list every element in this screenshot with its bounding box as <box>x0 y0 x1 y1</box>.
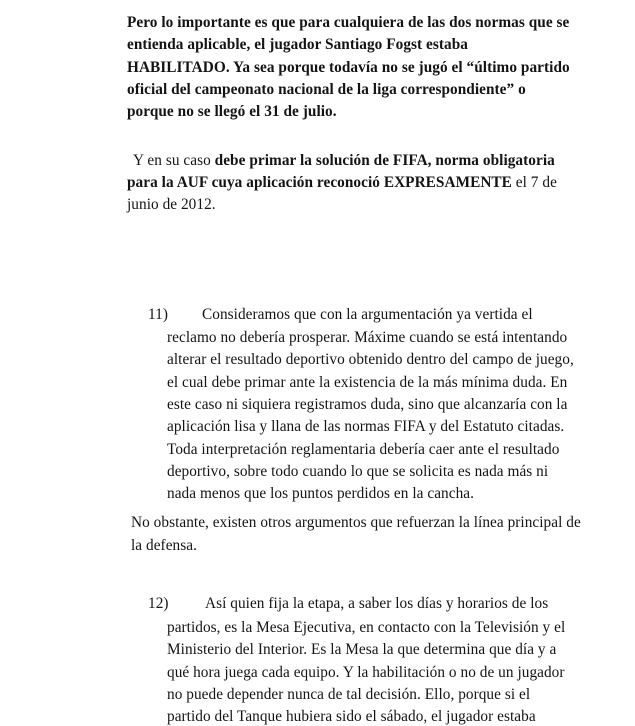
text-line: Así quien fija la etapa, a saber los días y horarios de los <box>205 595 549 612</box>
text-line: reclamo no debería prosperar. Máxime cuando se está intentando <box>167 329 568 346</box>
text-line: la defensa. <box>131 537 197 554</box>
text-line: porque no se llegó el 31 de julio. <box>127 103 337 120</box>
text-line: nada menos que los puntos perdidos en la cancha. <box>167 485 474 502</box>
text-line: junio de 2012. <box>127 196 216 213</box>
text-line: HABILITADO. Ya sea porque todavía no se jugó el “último partido <box>127 59 570 76</box>
text-line: entienda aplicable, el jugador Santiago Fogst estaba <box>127 36 468 53</box>
text-line: Ministerio del Interior. Es la Mesa la que determina que día y a <box>167 641 557 658</box>
text-line: no puede depender nunca de tal decisión. Ello, porque si el <box>167 686 531 703</box>
text-line: No obstante, existen otros argumentos que refuerzan la línea principal de <box>131 514 581 531</box>
text-line: Consideramos que con la argumentación ya vertida el <box>202 306 533 323</box>
item-number: 11) <box>148 306 168 323</box>
text-line: aplicación lisa y llana de las normas FIFA y del Estatuto citadas. <box>167 418 565 435</box>
text-line: este caso ni siquiera registramos duda, sino que alcanzaría con la <box>167 396 568 413</box>
text-line: partidos, es la Mesa Ejecutiva, en contacto con la Televisión y el <box>167 619 566 636</box>
text-line: partido del Tanque hubiera sido el sábado, el jugador estaba <box>167 708 536 725</box>
item-number: 12) <box>148 595 169 612</box>
text-line: oficial del campeonato nacional de la liga correspondiente” o <box>127 81 526 98</box>
text-line: el cual debe primar ante la existencia de la más mínima duda. En <box>167 374 568 391</box>
text-line: qué hora juega cada equipo. Y la habilitación o no de un jugador <box>167 664 565 681</box>
text-line: deportivo, sobre todo cuando lo que se solicita es nada más ni <box>167 463 549 480</box>
text-run-bold: para la AUF cuya aplicación reconoció EXPRESAMENTE <box>127 174 512 191</box>
text-line <box>133 152 555 170</box>
text-run-bold: debe primar la solución de FIFA, norma obligatoria <box>214 152 555 169</box>
text-run: el 7 de <box>511 174 557 191</box>
text-line: Toda interpretación reglamentaria debería caer ante el resultado <box>167 441 560 458</box>
text-line: alterar el resultado deportivo obtenido dentro del campo de juego, <box>167 351 574 368</box>
text-run: Y en su caso <box>133 152 215 169</box>
text-line <box>127 174 557 192</box>
text-line: Pero lo importante es que para cualquiera de las dos normas que se <box>127 14 570 31</box>
